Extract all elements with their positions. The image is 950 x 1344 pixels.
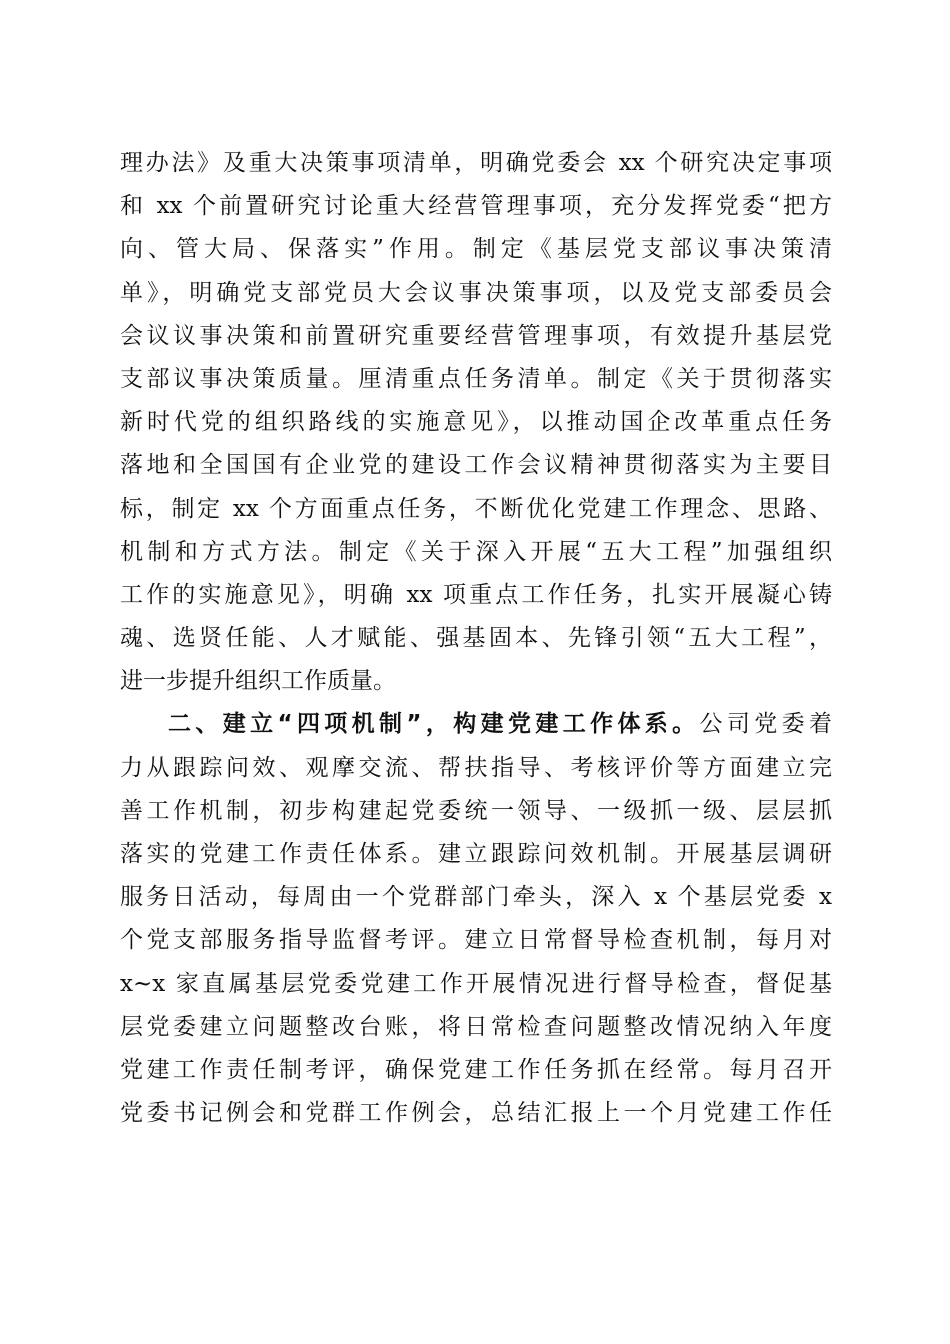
paragraph-line: 机制和方式方法。制定《关于深入开展“五大工程”加强组织 xyxy=(120,538,832,565)
paragraph-line: 新时代党的组织路线的实施意见》，以推动国企改革重点任务 xyxy=(120,409,832,436)
paragraph-line: 党委书记例会和党群工作例会，总结汇报上一个月党建工作任 xyxy=(120,1100,832,1127)
paragraph-line: 魂、选贤任能、人才赋能、强基固本、先锋引领“五大工程”， xyxy=(120,625,832,652)
paragraph-line: 落实的党建工作责任体系。建立跟踪问效机制。开展基层调研 xyxy=(120,841,832,867)
paragraph-line: 善工作机制，初步构建起党委统一领导、一级抓一级、层层抓 xyxy=(120,797,832,824)
paragraph-line: 个党支部服务指导监督考评。建立日常督导检查机制，每月对 xyxy=(120,927,832,954)
paragraph-line: 力从跟踪问效、观摩交流、帮扶指导、考核评价等方面建立完 xyxy=(120,754,832,781)
paragraph-line: x~x 家直属基层党委党建工作开展情况进行督导检查，督促基 xyxy=(120,970,832,997)
paragraph-line: 会议议事决策和前置研究重要经营管理事项，有效提升基层党 xyxy=(120,322,832,349)
paragraph-line: 服务日活动，每周由一个党群部门牵头，深入 x 个基层党委 x xyxy=(120,884,832,911)
section-heading-continuation: 公司党委着 xyxy=(699,711,833,738)
section-two-first-line xyxy=(120,703,832,746)
paragraph-line: 层党委建立问题整改台账，将日常检查问题整改情况纳入年度 xyxy=(120,1013,832,1040)
paragraph-line: 向、管大局、保落实”作用。制定《基层党支部议事决策清 xyxy=(120,236,832,263)
paragraph-line: 工作的实施意见》，明确 xx 项重点工作任务，扎实开展凝心铸 xyxy=(120,581,832,608)
paragraph-line: 理办法》及重大决策事项清单，明确党委会 xx 个研究决定事项 xyxy=(120,150,832,176)
paragraph-line: 落地和全国国有企业党的建设工作会议精神贯彻落实为主要目 xyxy=(120,452,832,479)
document-body xyxy=(120,142,832,1135)
paragraph-line: 和 xx 个前置研究讨论重大经营管理事项，充分发挥党委“把方 xyxy=(120,193,832,220)
paragraph-line: 单》，明确党支部党员大会议事决策事项，以及党支部委员会 xyxy=(120,279,832,306)
paragraph-line: 进一步提升组织工作质量。 xyxy=(120,668,396,695)
paragraph-line: 党建工作责任制考评，确保党建工作任务抓在经常。每月召开 xyxy=(120,1056,832,1083)
paragraph-line: 支部议事决策质量。厘清重点任务清单。制定《关于贯彻落实 xyxy=(120,365,832,392)
section-heading: 二、建立“四项机制”，构建党建工作体系。 xyxy=(168,711,700,738)
paragraph-line: 标，制定 xx 个方面重点任务，不断优化党建工作理念、思路、 xyxy=(120,495,832,522)
